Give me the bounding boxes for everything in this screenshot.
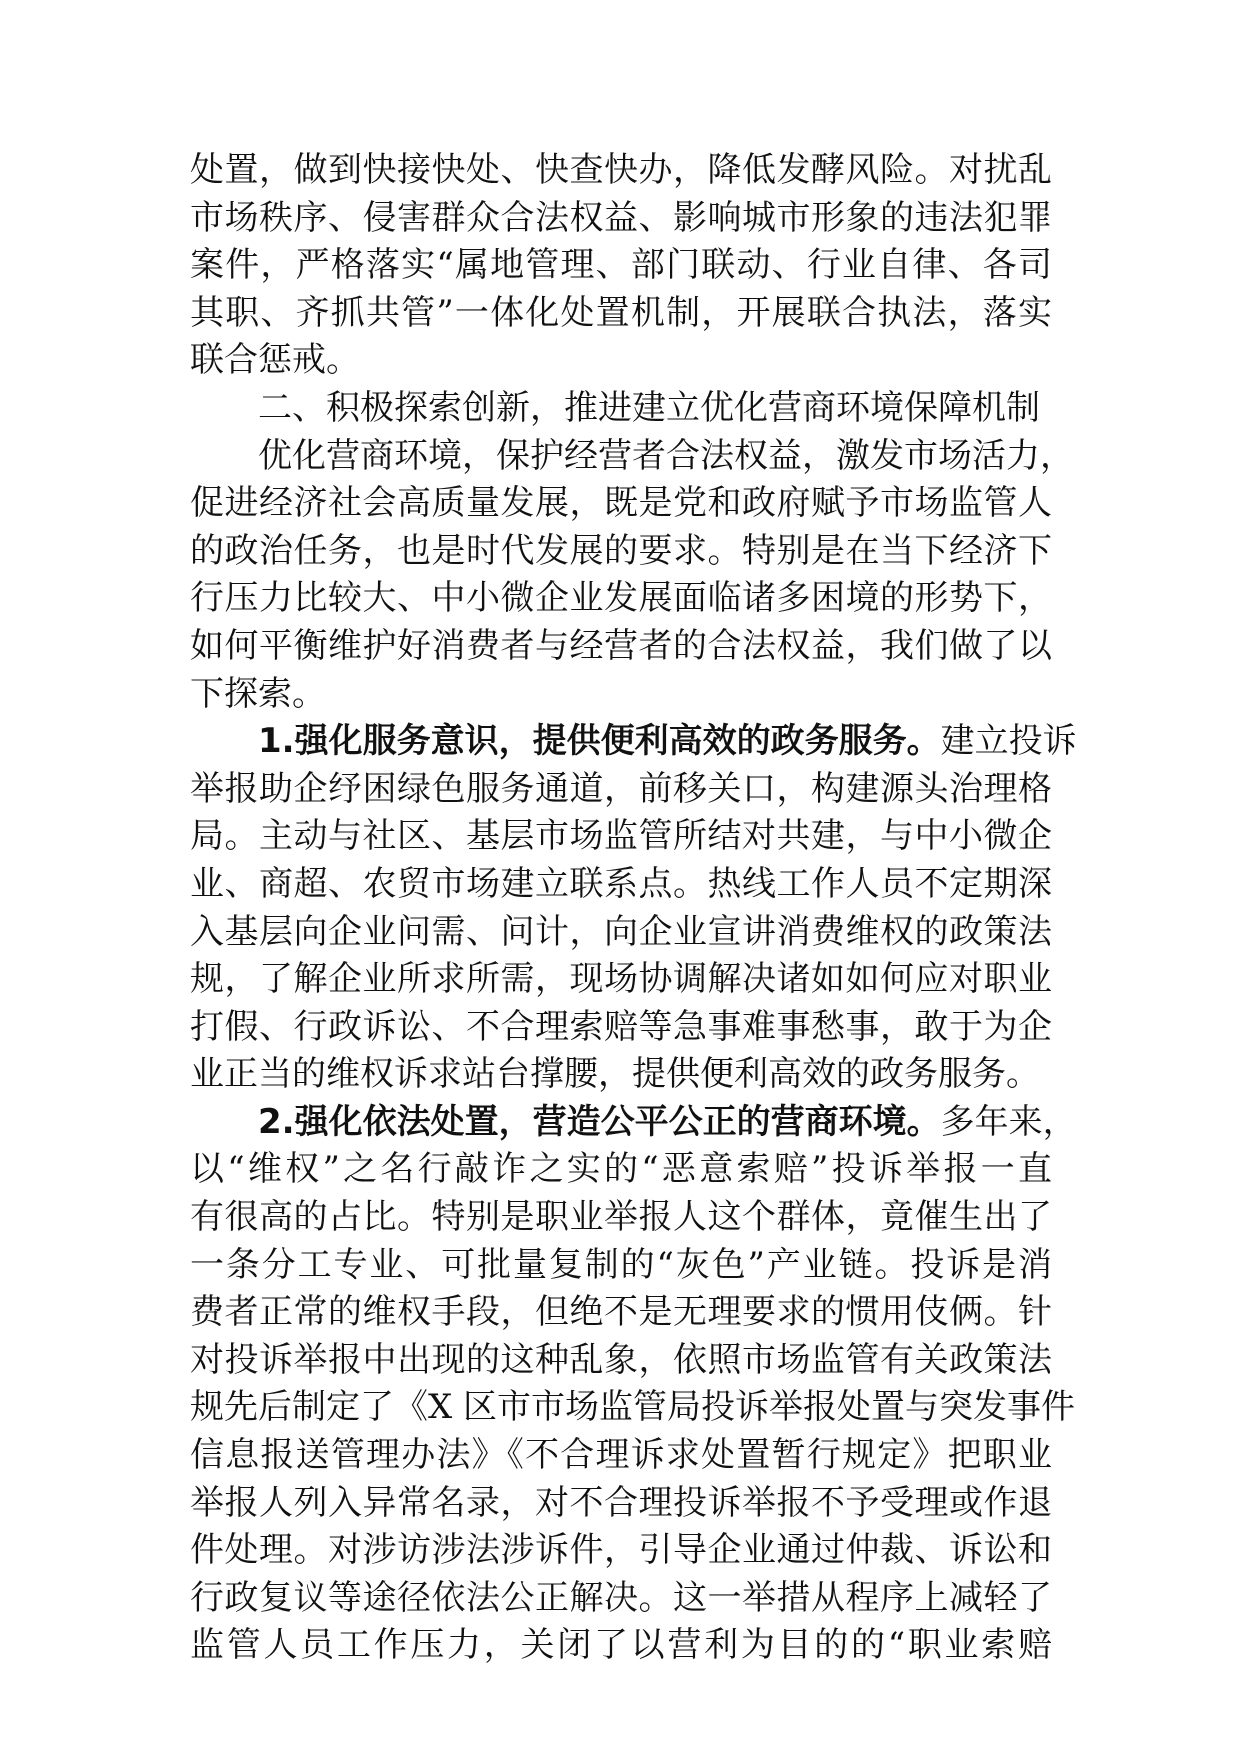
item-1-text: 建立投诉 bbox=[940, 721, 1077, 762]
document-page bbox=[190, 147, 1077, 1670]
text-line: 联合惩戒。 bbox=[190, 340, 360, 381]
text-line: 业正当的维权诉求站台撑腰，提供便利高效的政务服务。 bbox=[190, 1054, 1040, 1095]
item-2-lead: 2.强化依法处置，营造公平公正的营商环境。 bbox=[258, 1101, 941, 1142]
text-line: 规先后制定了《X 区市市场监管局投诉举报处置与突发事件 bbox=[190, 1387, 1076, 1428]
text-line bbox=[190, 1099, 1077, 1147]
paragraph-intro bbox=[190, 433, 1074, 719]
text-line: 打假、行政诉讼、不合理索赔等急事难事愁事，敢于为企 bbox=[190, 1006, 1052, 1047]
text-line: 其职、齐抓共管”一体化处置机制，开展联合执法，落实 bbox=[190, 292, 1052, 333]
text-line: 优化营商环境，保护经营者合法权益，激发市场活力， bbox=[258, 435, 1074, 476]
text-line: 市场秩序、侵害群众合法权益、影响城市形象的违法犯罪 bbox=[190, 197, 1052, 238]
text-line: 规，了解企业所求所需，现场协调解决诸如如何应对职业 bbox=[190, 959, 1052, 1000]
paragraph-item-2 bbox=[190, 1099, 1077, 1670]
text-line: 的政治任务，也是时代发展的要求。特别是在当下经济下 bbox=[190, 530, 1052, 571]
text-line: 行政复议等途径依法公正解决。这一举措从程序上减轻了 bbox=[190, 1577, 1052, 1618]
text-line: 业、商超、农贸市场建立联系点。热线工作人员不定期深 bbox=[190, 863, 1052, 904]
text-line: 对投诉举报中出现的这种乱象，依照市场监管有关政策法 bbox=[190, 1339, 1052, 1380]
text-line: 监管人员工作压力，关闭了以营利为目的的“职业索赔 bbox=[190, 1625, 1052, 1666]
text-line: 下探索。 bbox=[190, 673, 326, 714]
text-line: 一条分工专业、可批量复制的“灰色”产业链。投诉是消 bbox=[190, 1244, 1052, 1285]
text-line: 信息报送管理办法》《不合理诉求处置暂行规定》把职业 bbox=[190, 1435, 1052, 1476]
text-line: 以“维权”之名行敲诈之实的“恶意索赔”投诉举报一直 bbox=[190, 1149, 1052, 1190]
text-line: 举报助企纾困绿色服务通道，前移关口，构建源头治理格 bbox=[190, 768, 1052, 809]
text-line: 入基层向企业问需、问计，向企业宣讲消费维权的政策法 bbox=[190, 911, 1052, 952]
text-line: 费者正常的维权手段，但绝不是无理要求的惯用伎俩。针 bbox=[190, 1292, 1052, 1333]
text-line: 件处理。对涉访涉法涉诉件，引导企业通过仲裁、诉讼和 bbox=[190, 1530, 1052, 1571]
item-2-text: 多年来， bbox=[940, 1101, 1077, 1142]
text-line: 行压力比较大、中小微企业发展面临诸多困境的形势下， bbox=[190, 578, 1052, 619]
paragraph-item-1 bbox=[190, 718, 1077, 1099]
item-1-lead: 1.强化服务意识，提供便利高效的政务服务。 bbox=[258, 721, 941, 762]
section-heading bbox=[190, 385, 1052, 433]
text-line: 案件，严格落实“属地管理、部门联动、行业自律、各司 bbox=[190, 245, 1052, 286]
text-line: 处置，做到快接快处、快查快办，降低发酵风险。对扰乱 bbox=[190, 150, 1052, 190]
paragraph-continuation bbox=[190, 147, 1052, 385]
text-line: 局。主动与社区、基层市场监管所结对共建，与中小微企 bbox=[190, 816, 1052, 857]
text-line: 如何平衡维护好消费者与经营者的合法权益，我们做了以 bbox=[190, 625, 1052, 666]
text-line: 举报人列入异常名录，对不合理投诉举报不予受理或作退 bbox=[190, 1482, 1052, 1523]
text-line bbox=[190, 718, 1077, 766]
heading-line: 二、积极探索创新，推进建立优化营商环境保障机制 bbox=[258, 387, 1040, 428]
text-line: 有很高的占比。特别是职业举报人这个群体，竟催生出了 bbox=[190, 1197, 1052, 1238]
text-line: 促进经济社会高质量发展，既是党和政府赋予市场监管人 bbox=[190, 483, 1052, 524]
